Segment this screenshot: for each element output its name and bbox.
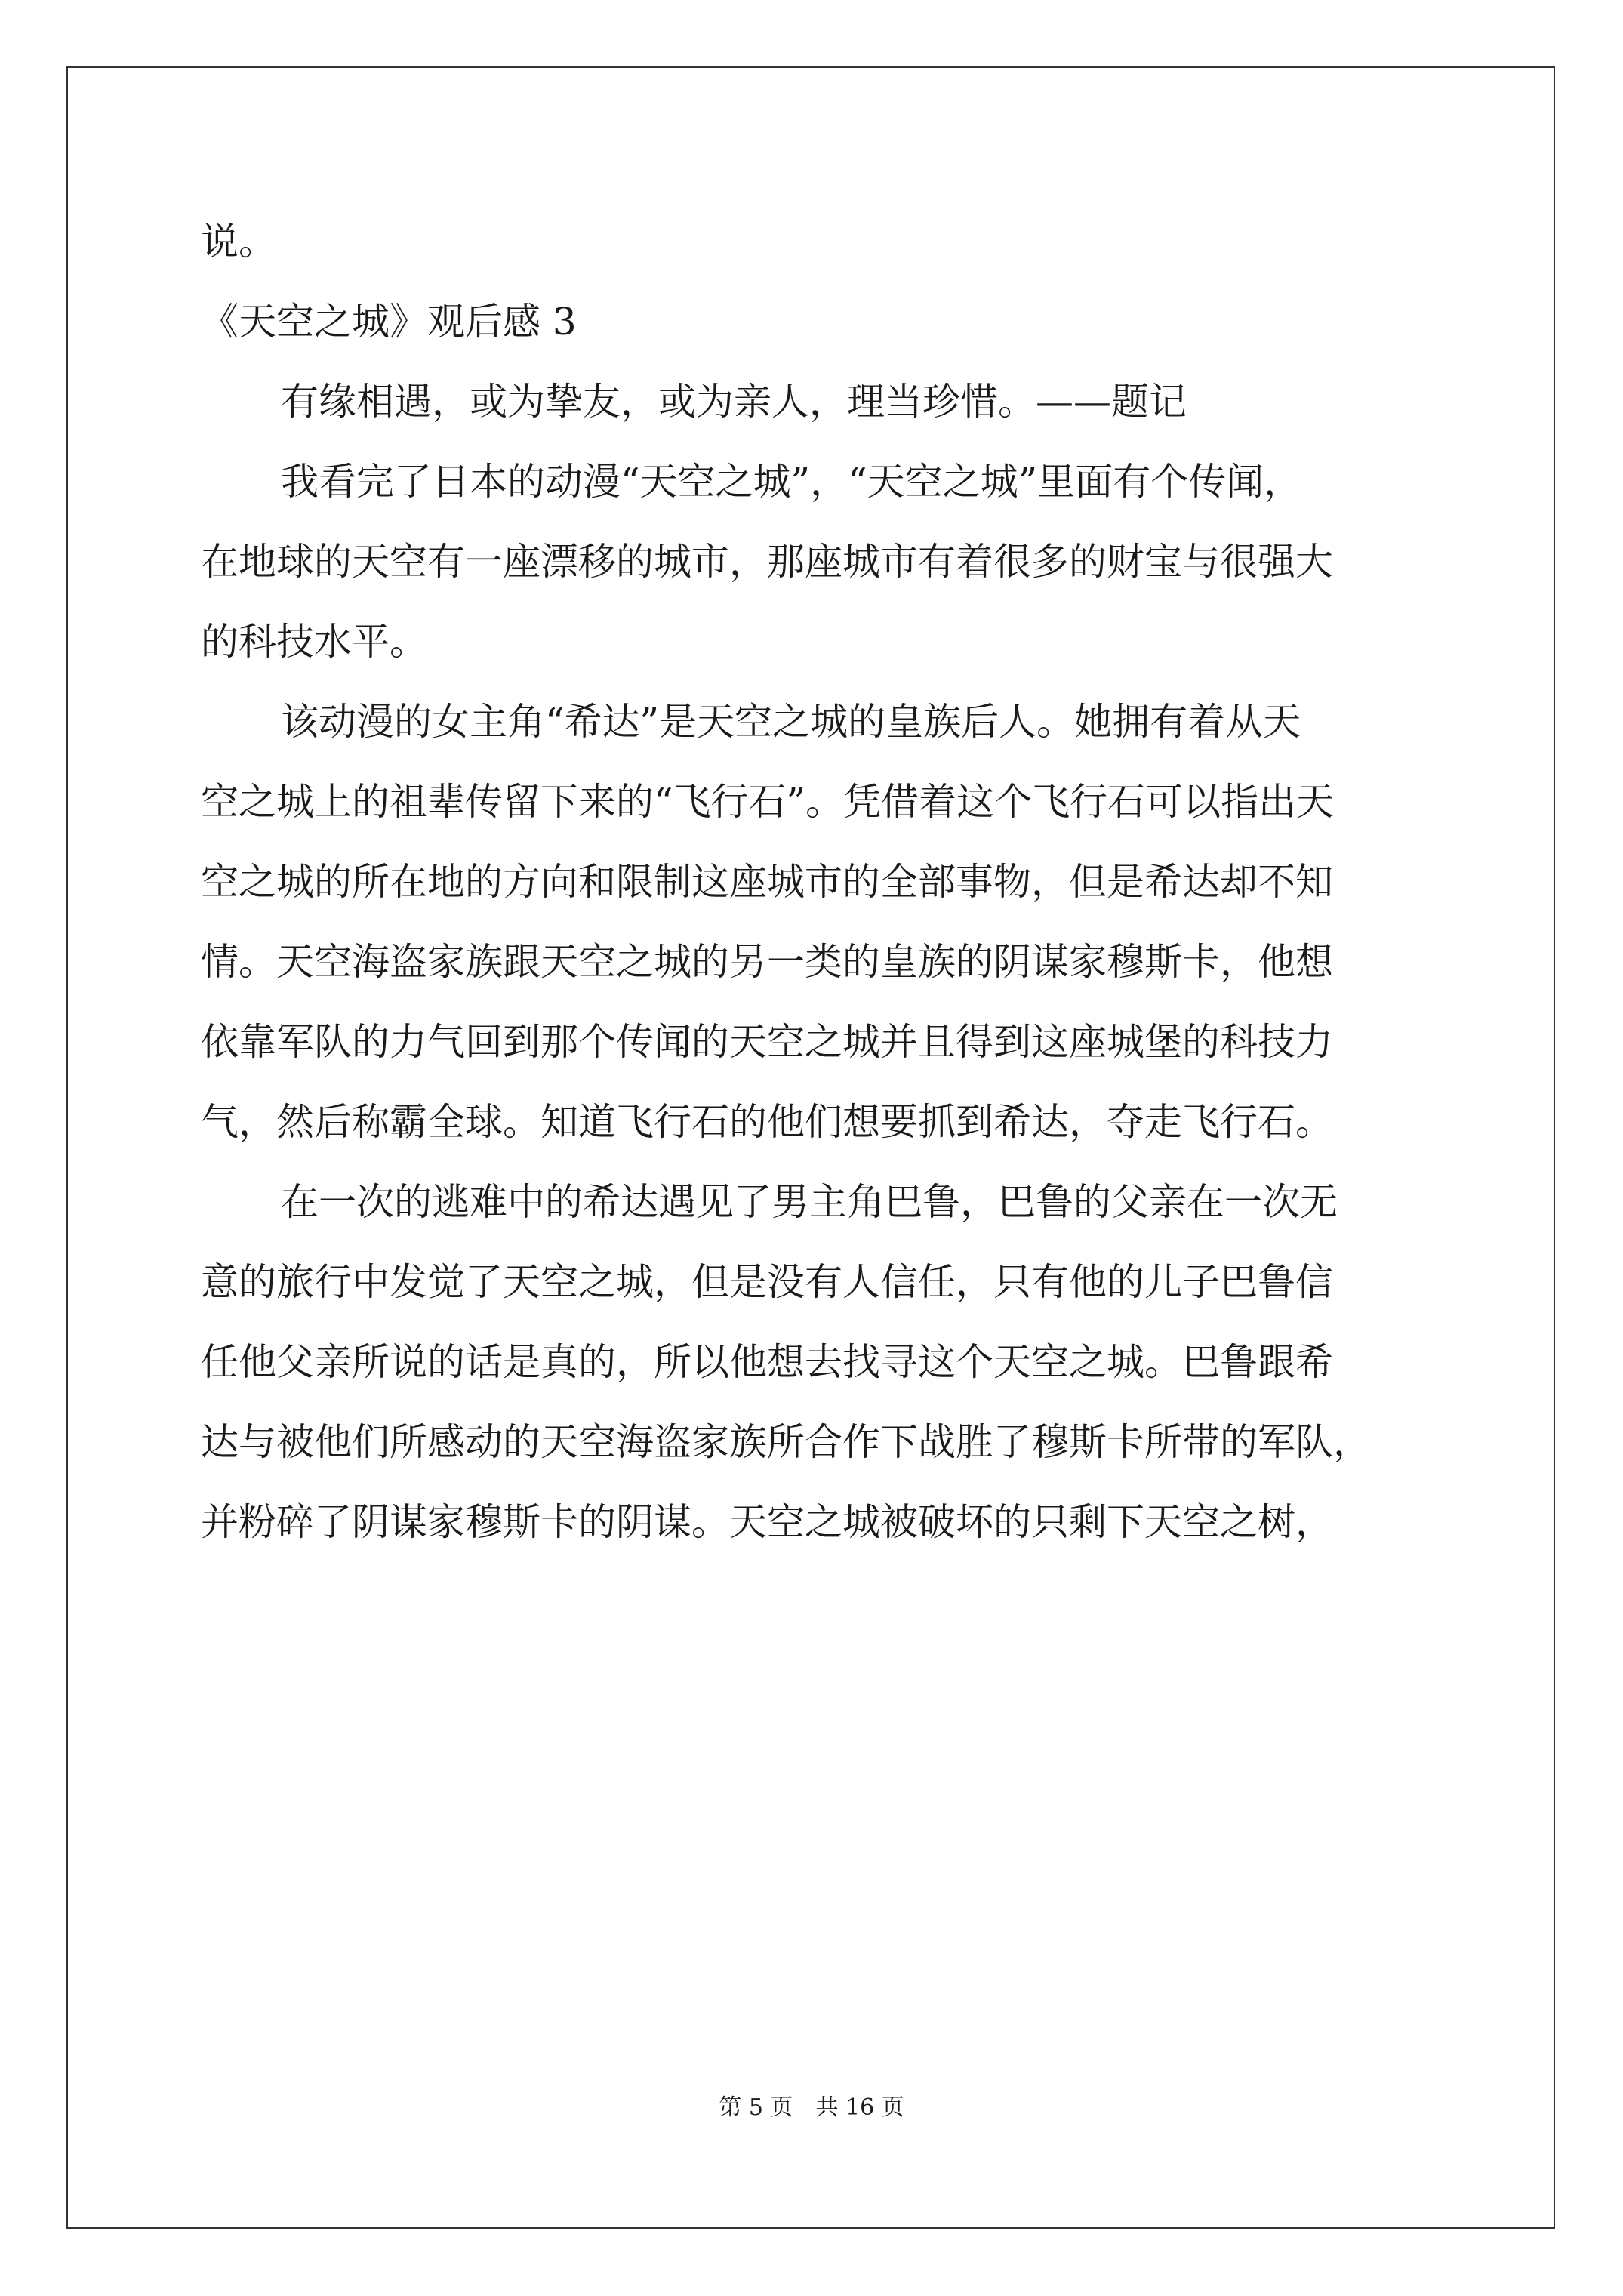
page-number: 第 5 页 共 16 页 bbox=[719, 2094, 904, 2121]
section-title: 《天空之城》观后感 3 bbox=[201, 300, 577, 344]
text-line: 该动漫的女主角“希达”是天空之城的皇族后人。她拥有着从天 bbox=[281, 700, 1301, 744]
text-line: 我看完了日本的动漫“天空之城”，“天空之城”里面有个传闻， bbox=[281, 460, 1302, 504]
text-line: 空之城上的祖辈传留下来的“飞行石”。凭借着这个飞行石可以指出天 bbox=[201, 780, 1335, 824]
text-line: 意的旅行中发觉了天空之城，但是没有人信任，只有他的儿子巴鲁信 bbox=[201, 1260, 1333, 1304]
text-line: 在一次的逃难中的希达遇见了男主角巴鲁，巴鲁的父亲在一次无 bbox=[281, 1180, 1338, 1224]
text-line: 达与被他们所感动的天空海盗家族所合作下战胜了穆斯卡所带的军队， bbox=[201, 1420, 1371, 1464]
text-line: 在地球的天空有一座漂移的城市，那座城市有着很多的财宝与很强大 bbox=[201, 540, 1333, 584]
text-line: 空之城的所在地的方向和限制这座城市的全部事物，但是希达却不知 bbox=[201, 860, 1333, 904]
text-line: 依靠军队的力气回到那个传闻的天空之城并且得到这座城堡的科技力 bbox=[201, 1020, 1333, 1064]
text-line: 说。 bbox=[201, 220, 276, 264]
text-line: 情。天空海盗家族跟天空之城的另一类的皇族的阴谋家穆斯卡，他想 bbox=[201, 940, 1333, 984]
text-line: 有缘相遇，或为挚友，或为亲人，理当珍惜。——题记 bbox=[281, 380, 1187, 424]
text-line: 任他父亲所说的话是真的，所以他想去找寻这个天空之城。巴鲁跟希 bbox=[201, 1340, 1333, 1384]
text-line: 的科技水平。 bbox=[201, 620, 427, 664]
text-line: 气，然后称霸全球。知道飞行石的他们想要抓到希达，夺走飞行石。 bbox=[201, 1100, 1333, 1144]
text-line: 并粉碎了阴谋家穆斯卡的阴谋。天空之城被破坏的只剩下天空之树， bbox=[201, 1500, 1333, 1544]
